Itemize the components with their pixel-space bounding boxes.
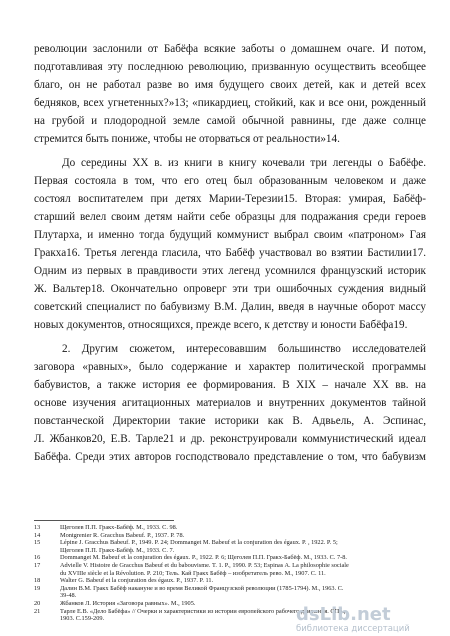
body-line: Бабёфа. Среди этих авторов господствовало представление о том, что бабувизм xyxy=(34,451,426,463)
footnote xyxy=(34,547,432,554)
footnote-text: Walter G. Babeuf et la conjuration des égaux. P., 1937. P. 11. xyxy=(60,577,214,585)
footnote xyxy=(34,532,432,539)
footnote-text: Dommanget M. Babeuf et la conjuration des égaux. P., 1922. P. 6; Щеголев П.П. Гракх-Бабёф. М., 1933. С. 7-8. xyxy=(60,554,347,562)
footnote-text: Montgrenier R. Gracchus Babeuf. P., 1937. P. 78. xyxy=(60,531,185,539)
watermark[interactable] xyxy=(296,604,446,634)
footnote-number: 15 xyxy=(34,539,41,547)
footnote xyxy=(34,554,432,561)
body-line: Плутарха, и именно тогда будущий коммунист выбрал своим «патроном» Гая xyxy=(34,229,426,241)
body-line: Первая состояла в том, что его отец был образованным человеком и даже xyxy=(34,175,426,187)
body-line: 2. Другим сюжетом, интересовавшим большинство исследователей xyxy=(62,343,426,355)
footnote xyxy=(34,592,432,599)
body-line: основе изучения агитационных материалов и внутренних документов тайной xyxy=(34,397,426,409)
watermark-logo: dsLib.net xyxy=(296,604,391,625)
footnote xyxy=(34,585,432,592)
footnote-number: 17 xyxy=(34,562,41,569)
footnote xyxy=(34,539,432,546)
body-line: на грубой и плодородной земле самой обычной равнины, где даже солнце xyxy=(34,115,426,127)
body-line: бедняков, всех угнетенных?»13; «пикардиец, стойкий, как и все они, рожденный xyxy=(34,97,426,109)
footnote-text: Lépine J. Gracchus Babeuf. P., 1949. P. 24; Dommanget M. Babeuf et la conjuration des égaux. P. , 1922. P. 5; xyxy=(60,539,338,547)
footnote xyxy=(34,562,432,569)
footnote-number: 13 xyxy=(34,524,41,531)
footnote-text: Тарле Е.В. «Дело Бабёфа» // Очерки и характеристики из истории европейского рабочего движения. СПб., xyxy=(60,607,346,615)
body-line: бабувистов, а также история ее формирования. В XIX – начале XX вв. на xyxy=(34,379,426,391)
body-line: состоял воспитателем при детях Марии-Терезии15. Вторая: умирая, Бабёф- xyxy=(34,193,426,205)
footnote-separator xyxy=(34,520,174,521)
body-line: Л. Жбанков20, Е.В. Тарле21 и др. реконструировали коммунистический идеал xyxy=(34,433,426,445)
watermark-subtitle: библиотека диссертаций xyxy=(296,624,410,634)
footnote-text: Advielle V. Histoire de Gracchus Babeuf et du babouvisme. T. 1. P., 1990. P. 53; Espinas A. La philosophie sociale xyxy=(60,562,349,569)
body-line: стремится быть пониже, чтобы не оторваться от реальности»14. xyxy=(34,133,340,145)
body-line: заговора «равных», было содержание и характер политической программы xyxy=(34,361,426,373)
body-line: революции заслонили от Бабёфа всякие заботы о домашнем очаге. И потом, xyxy=(34,43,426,55)
footnote-number: 21 xyxy=(34,607,41,615)
footnote-text: Щеголев П.П. Гракх-Бабёф. М., 1933. С. 7. xyxy=(60,546,175,554)
footnote xyxy=(34,570,432,577)
footnote-text: Жбанков Л. История «Заговора равных». М., 1905. xyxy=(60,600,196,607)
body-line: благо, он не работал разве во имя будущего своих детей, как и детей всех xyxy=(34,79,426,91)
footnote-number: 18 xyxy=(34,577,41,585)
body-line: советский специалист по бабувизму В.М. Далин, введя в научные оборот массу xyxy=(34,301,426,313)
footnote-text: du XVIIIe siècle et la Révolution. P. 210; Тель. Кай Гракх Бабёф – изобретатель рево. М., 1907. С. 11. xyxy=(60,569,326,577)
body-line: Ж. Вальтер18. Окончательно опроверг эти три ошибочных суждения видный xyxy=(34,283,426,295)
body-line: повстанческой Директории такие историки как В. Адвьель, А. Эспинас, xyxy=(34,415,426,427)
body-line: До середины XX в. из книги в книгу кочевали три легенды о Бабёфе. xyxy=(62,157,426,169)
body-line: новых документов, относящихся, прежде всего, к детству и юности Бабёфа19. xyxy=(34,319,408,331)
footnote-text: 1903. С.159-209. xyxy=(60,615,105,623)
footnote-text: Далин В.М. Гракх Бабёф накануне и во время Великой Французской революции (1785-1794). М., 1963. С. xyxy=(60,584,344,592)
body-line: Одним из первых в правдивости этих легенд усомнился французский историк xyxy=(34,265,426,277)
footnote-number: 16 xyxy=(34,554,41,562)
footnote xyxy=(34,577,432,584)
footnote-text: Щеголев П.П. Гракх-Бабёф. М., 1933. С. 98. xyxy=(60,524,178,531)
footnote-number: 19 xyxy=(34,584,41,592)
footnote xyxy=(34,524,432,531)
body-line: старший велел своим детям найти себе образцы для подражания среди героев xyxy=(34,211,426,223)
footnote-number: 14 xyxy=(34,531,41,539)
body-line: подготавливая эту последнюю революцию, призванную осуществить всеобщее xyxy=(34,61,426,73)
footnote-text: 39-48. xyxy=(60,592,77,600)
body-line: Гракха16. Третья легенда гласила, что Бабёф участвовал во взятии Бастилии17. xyxy=(34,247,426,259)
footnote-number: 20 xyxy=(34,600,41,607)
